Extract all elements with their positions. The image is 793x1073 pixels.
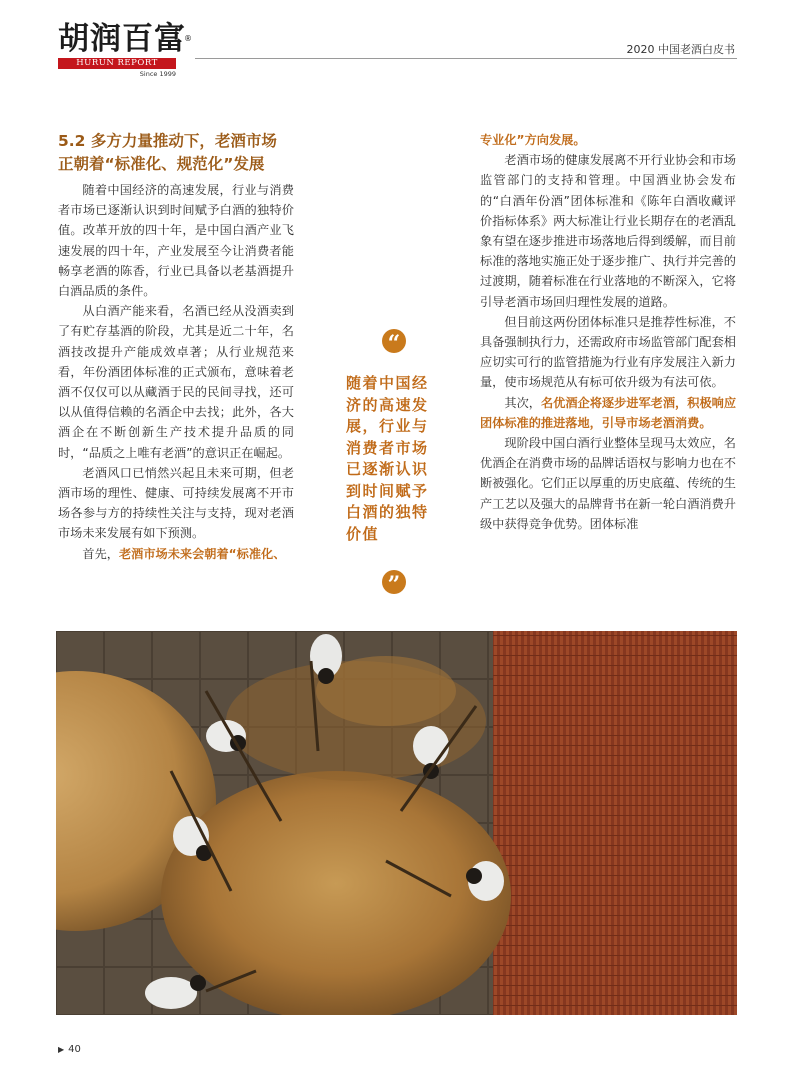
page-number-text: 40	[68, 1044, 81, 1055]
page-arrow-icon: ▶	[58, 1045, 65, 1054]
header-divider	[195, 58, 737, 59]
report-title: 2020 中国老酒白皮书	[626, 43, 735, 56]
paragraph-lead: 其次，	[504, 395, 541, 410]
distillery-photo	[56, 631, 737, 1015]
hurun-logo	[58, 22, 193, 78]
section-heading-line-2: 正朝着“标准化、规范化”发展	[58, 155, 265, 173]
highlighted-text: 专业化”方向发展。	[480, 133, 586, 147]
paragraph: 从白酒产能来看，名酒已经从没酒卖到了有贮存基酒的阶段，尤其是近二十年，名酒技改提升产能成效卓著；从行业规范来看，年份酒团体标准的正式颁布，意味着老酒不仅仅可以从藏酒于民的民间寻找，还可以从值得信赖的名酒企中去找；此外，各大酒企在不断创新生产技术提升品质的同时，“品质之上唯有老酒”的意识正在崛起。	[58, 304, 294, 460]
paragraph: 现阶段中国白酒行业整体呈现马太效应，名优酒企在消费市场的品牌话语权与影响力也在不断被强化。它们正以厚重的历史底蕴、传统的生产工艺以及强大的品牌背书在新一轮白酒消费升级中获得竞争优势。团体标准	[480, 436, 736, 531]
paragraph	[58, 544, 294, 564]
paragraph: 老酒市场的健康发展离不开行业协会和市场监管部门的支持和管理。中国酒业协会发布的“白酒年份酒”团体标准和《陈年白酒收藏评价指标体系》两大标准让行业长期存在的老酒乱象有望在逐步推进市场落地后得到缓解，而目前标准的落地实施正处于逐步推广、执行并完善的过渡期，随着标准在行业落地的不断深入，它将引导老酒市场回归理性发展的道路。	[480, 153, 736, 309]
paragraph	[480, 393, 736, 433]
open-quote-icon: “	[382, 329, 406, 353]
pull-quote: 随着中国经济的高速发展，行业与消费者市场已逐渐认识到时间赋予白酒的独特价值	[346, 374, 429, 543]
paragraph: 老酒风口已悄然兴起且未来可期，但老酒市场的理性、健康、可持续发展离不开市场各参与方的持续性关注与支持，现对老酒市场未来发展有如下预测。	[58, 465, 294, 541]
highlighted-text: 名优酒企将逐步进军老酒，积极响应团体标准的推进落地，引导市场老酒消费。	[480, 395, 737, 430]
close-quote-icon: ”	[382, 570, 406, 594]
logo-since: Since 1999	[139, 70, 176, 78]
registered-mark: ®	[184, 34, 193, 43]
paragraph	[480, 130, 736, 150]
paragraph: 随着中国经济的高速发展，行业与消费者市场已逐渐认识到时间赋予白酒的独特价值。改革开放的四十年，是中国白酒产业飞速发展的四十年，产业发展至今让消费者能畅享老酒的陈香，行业已具备以老基酒提升白酒品质的条件。	[58, 183, 294, 299]
logo-wordmark	[58, 22, 193, 56]
left-column	[58, 130, 294, 564]
logo-subtitle: HURUN REPORT	[58, 58, 176, 69]
paragraph: 但目前这两份团体标准只是推荐性标准，不具备强制执行力，还需政府市场监管部门配套相应切实可行的监管措施为行业有序发展注入新力量，使市场规范从有标可依升级为有法可依。	[480, 314, 736, 390]
right-column	[480, 130, 736, 534]
section-heading	[58, 130, 294, 176]
page-number	[58, 1044, 81, 1055]
logo-text: 胡润百富	[58, 21, 186, 57]
section-heading-line-1: 5.2 多方力量推动下，老酒市场	[58, 132, 277, 150]
highlighted-text: 老酒市场未来会朝着“标准化、	[118, 546, 286, 561]
paragraph-lead: 首先，	[82, 546, 119, 561]
grain-heap-center	[161, 771, 511, 1015]
distillery-photo-illustration	[56, 631, 737, 1015]
